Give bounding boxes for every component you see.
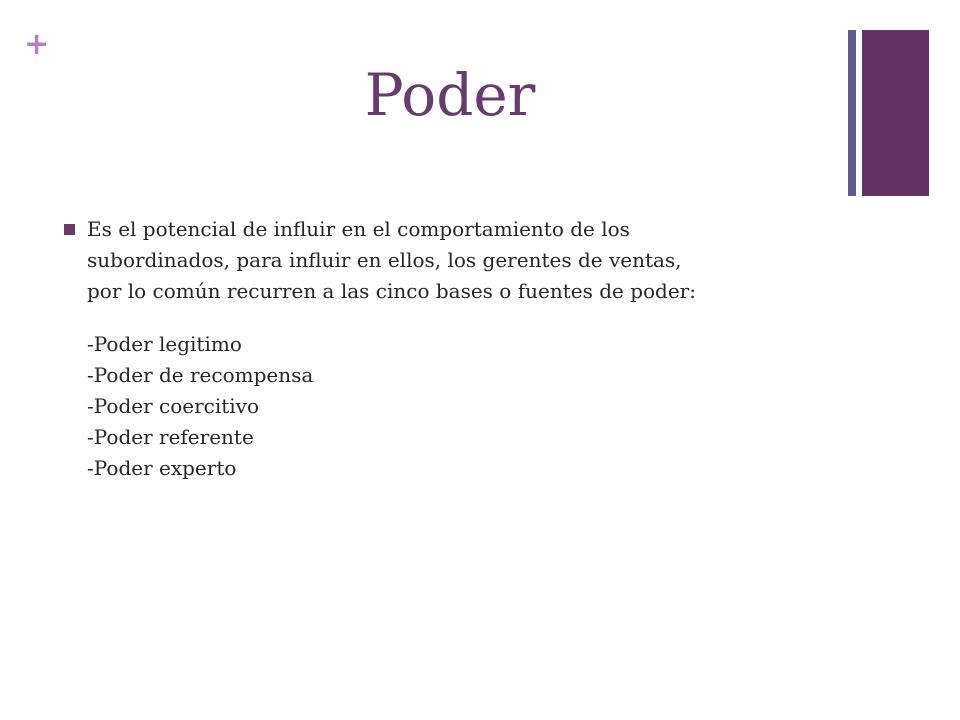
- power-type-item: -Poder coercitivo: [87, 394, 260, 418]
- power-type-item: -Poder experto: [87, 456, 237, 480]
- plus-icon: +: [24, 27, 50, 62]
- bullet-square-icon: [64, 224, 75, 235]
- slide-title: Poder: [364, 61, 536, 129]
- bullet-item: [64, 214, 824, 484]
- intro-line: Es el potencial de influir en el comportamiento de los: [87, 217, 630, 241]
- power-type-item: -Poder de recompensa: [87, 363, 314, 387]
- power-type-item: -Poder legitimo: [87, 332, 242, 356]
- intro-line: por lo común recurren a las cinco bases o fuentes de poder:: [87, 279, 696, 303]
- accent-bar-thick: [862, 30, 929, 196]
- line-spacer: [87, 307, 824, 329]
- accent-bar-thin: [848, 30, 856, 196]
- bullet-text: [87, 214, 824, 484]
- power-type-item: -Poder referente: [87, 425, 254, 449]
- intro-line: subordinados, para influir en ellos, los gerentes de ventas,: [87, 248, 682, 272]
